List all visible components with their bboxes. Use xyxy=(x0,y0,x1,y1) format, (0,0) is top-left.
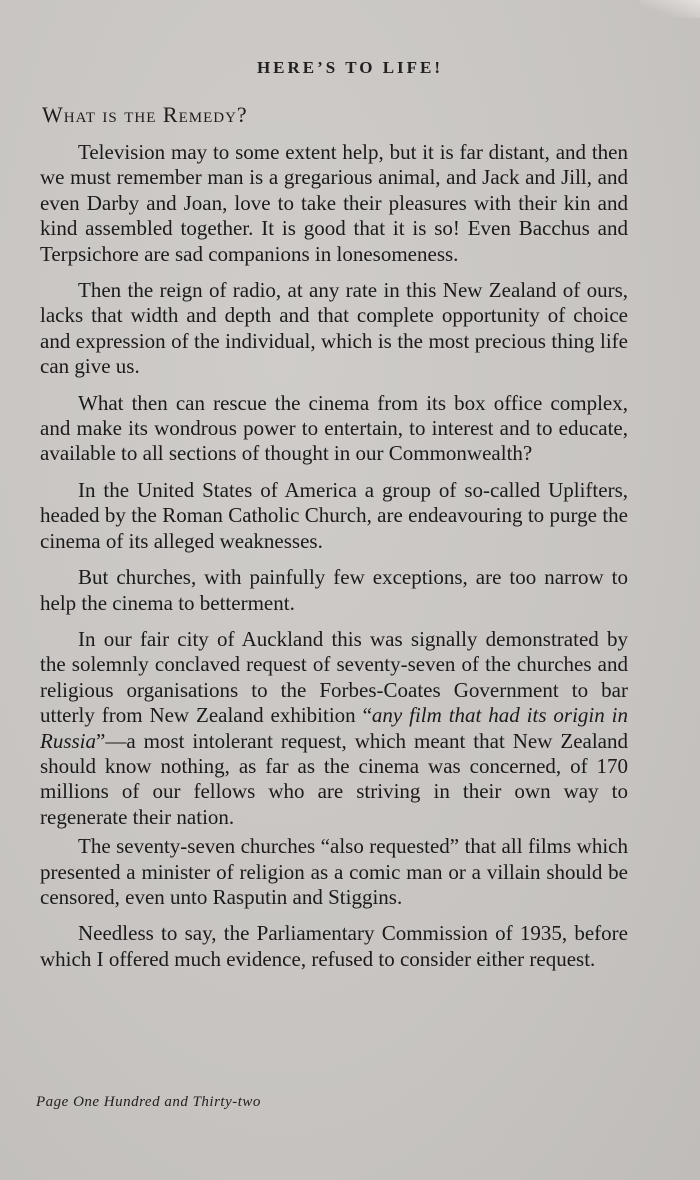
auckland-text-after: ”—a most intolerant request, which meant that New Zealand should know nothing, as far as the cinema was concerned, of 170 millions of our fellows who are striving in their own way to regenerate their nation. xyxy=(40,728,628,829)
paragraph-rescue-cinema: What then can rescue the cinema from its box office complex, and make its wondrous power to entertain, to interest and to educate, available to all sections of thought in our Commonwealth? xyxy=(40,390,628,466)
section-title: What is the Remedy? xyxy=(42,102,248,127)
paragraph-churches: But churches, with painfully few exceptions, are too narrow to help the cinema to betterment. xyxy=(40,565,628,615)
page-folio: Page One Hundred and Thirty-two xyxy=(36,1094,261,1110)
page-corner-wear xyxy=(640,0,700,18)
paragraph-united-states: In the United States of America a group of so-called Uplifters, headed by the Roman Catholic Church, are endeavouring to purge the cinema of its alleged weaknesses. xyxy=(40,477,628,553)
paragraph-television: Television may to some extent help, but it is far distant, and then we must remember man is a gregarious animal, and Jack and Jill, and even Darby and Joan, love to take their pleasures with their kin and kind assembled together. It is good that it is so! Even Bacchus and Terpsichore are sad companions in lonesomeness. xyxy=(40,140,628,266)
body-text xyxy=(40,140,628,983)
paragraph-seventy-seven: The seventy-seven churches “also requested” that all films which presented a minister of religion as a comic man or a villain should be censored, even unto Rasputin and Stiggins. xyxy=(40,834,628,909)
auckland-text-before: In our fair city of Auckland this was signally demonstrated by the solemnly conclaved request of seventy-seven of the churches and religious organisations to the Forbes-Coates Government to bar utterly from New Zealand exhibition “ xyxy=(40,626,628,728)
paragraph-radio: Then the reign of radio, at any rate in this New Zealand of ours, lacks that width and depth and that complete opportunity of choice and expression of the individual, which is the most precious thing life can give us. xyxy=(40,278,628,379)
running-head: HERE’S TO LIFE! xyxy=(256,58,444,77)
paragraph-commission: Needless to say, the Parliamentary Commission of 1935, before which I offered much evidence, refused to consider either request. xyxy=(40,921,628,971)
paragraph-auckland xyxy=(40,627,628,830)
russia-quote: any film that had its origin in Russia xyxy=(40,703,628,753)
